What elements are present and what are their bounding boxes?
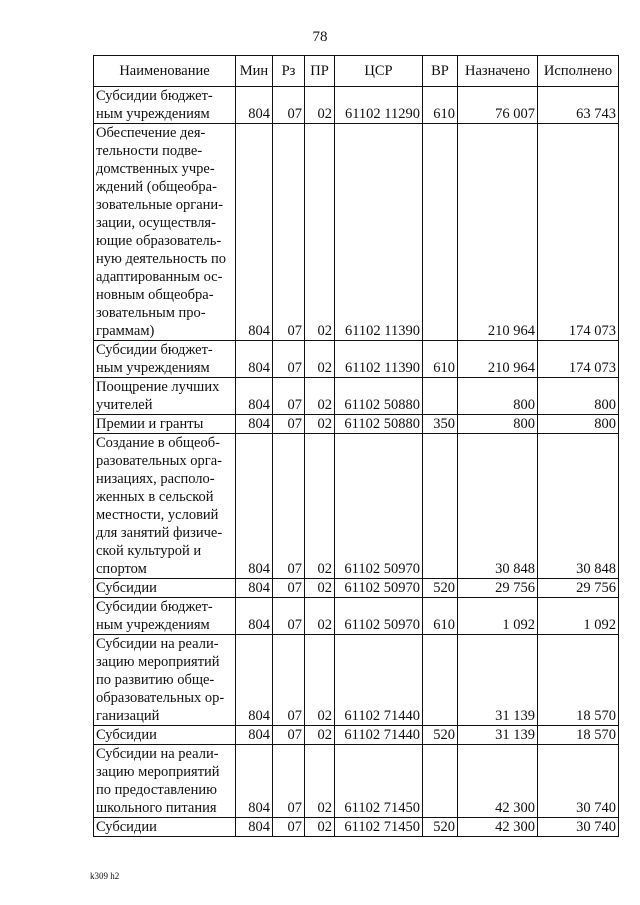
cell-rz: 07 <box>273 378 305 415</box>
cell-vr: 610 <box>423 598 458 635</box>
table-row <box>94 378 619 415</box>
cell-vr <box>423 124 458 341</box>
row-name-line: новным общеобра- <box>96 287 214 303</box>
cell-assigned: 1 092 <box>458 598 538 635</box>
cell-min: 804 <box>236 579 273 598</box>
row-name-line: Субсидии <box>96 727 157 743</box>
row-name-line: Субсидии на реали- <box>96 636 219 652</box>
table-row <box>94 415 619 434</box>
row-name <box>94 341 236 378</box>
cell-pr: 02 <box>305 818 335 837</box>
row-name <box>94 635 236 726</box>
cell-csr: 61102 50970 <box>335 598 423 635</box>
cell-executed: 30 740 <box>538 745 619 818</box>
row-name-line: Обеспечение дея- <box>96 125 206 141</box>
cell-pr: 02 <box>305 635 335 726</box>
row-name-line: спортом <box>96 561 147 577</box>
cell-pr: 02 <box>305 579 335 598</box>
row-name-line: ным учреждениям <box>96 617 210 633</box>
row-name-line: по предоставлению <box>96 782 217 798</box>
row-name-line: граммам) <box>96 323 155 339</box>
cell-min: 804 <box>236 341 273 378</box>
table-row <box>94 434 619 579</box>
footer-code: k309 h2 <box>90 871 120 881</box>
row-name <box>94 726 236 745</box>
row-name-line: Субсидии <box>96 819 157 835</box>
cell-executed: 174 073 <box>538 341 619 378</box>
cell-vr <box>423 434 458 579</box>
row-name-line: зовательным про- <box>96 305 206 321</box>
row-name-line: учителей <box>96 397 153 413</box>
cell-csr: 61102 50880 <box>335 378 423 415</box>
cell-csr: 61102 50970 <box>335 579 423 598</box>
cell-executed: 63 743 <box>538 87 619 124</box>
table-row <box>94 124 619 341</box>
cell-min: 804 <box>236 635 273 726</box>
cell-min: 804 <box>236 745 273 818</box>
cell-executed: 18 570 <box>538 635 619 726</box>
row-name-line: ющие образователь- <box>96 233 222 249</box>
cell-rz: 07 <box>273 726 305 745</box>
row-name <box>94 434 236 579</box>
row-name-line: женных в сельской <box>96 489 214 505</box>
row-name <box>94 87 236 124</box>
cell-rz: 07 <box>273 124 305 341</box>
cell-executed: 800 <box>538 378 619 415</box>
cell-assigned: 30 848 <box>458 434 538 579</box>
row-name <box>94 124 236 341</box>
row-name-line: для занятий физиче- <box>96 525 223 541</box>
budget-table <box>93 55 619 837</box>
row-name-line: Субсидии бюджет- <box>96 342 213 358</box>
row-name-line: разовательных орга- <box>96 453 223 469</box>
cell-rz: 07 <box>273 434 305 579</box>
cell-executed: 174 073 <box>538 124 619 341</box>
cell-rz: 07 <box>273 415 305 434</box>
row-name-line: местности, условий <box>96 507 219 523</box>
cell-assigned: 29 756 <box>458 579 538 598</box>
cell-rz: 07 <box>273 579 305 598</box>
cell-vr: 520 <box>423 818 458 837</box>
row-name-line: ждений (общеобра- <box>96 179 217 195</box>
row-name-line: образовательных ор- <box>96 690 225 706</box>
cell-pr: 02 <box>305 745 335 818</box>
table-row <box>94 818 619 837</box>
cell-vr <box>423 635 458 726</box>
row-name-line: адаптированным ос- <box>96 269 223 285</box>
cell-rz: 07 <box>273 87 305 124</box>
header-row <box>94 56 619 87</box>
cell-vr <box>423 745 458 818</box>
cell-vr <box>423 378 458 415</box>
cell-assigned: 42 300 <box>458 745 538 818</box>
cell-vr: 610 <box>423 87 458 124</box>
cell-rz: 07 <box>273 745 305 818</box>
cell-pr: 02 <box>305 415 335 434</box>
row-name-line: ской культурой и <box>96 543 202 559</box>
cell-assigned: 42 300 <box>458 818 538 837</box>
cell-csr: 61102 71450 <box>335 745 423 818</box>
row-name-line: ным учреждениям <box>96 106 210 122</box>
row-name-line: Субсидии бюджет- <box>96 599 213 615</box>
cell-assigned: 210 964 <box>458 341 538 378</box>
cell-vr: 520 <box>423 726 458 745</box>
table-row <box>94 598 619 635</box>
row-name-line: зацию мероприятий <box>96 764 220 780</box>
row-name <box>94 745 236 818</box>
cell-executed: 29 756 <box>538 579 619 598</box>
cell-assigned: 31 139 <box>458 726 538 745</box>
cell-min: 804 <box>236 434 273 579</box>
cell-pr: 02 <box>305 598 335 635</box>
cell-min: 804 <box>236 87 273 124</box>
cell-assigned: 800 <box>458 378 538 415</box>
row-name <box>94 378 236 415</box>
cell-rz: 07 <box>273 818 305 837</box>
row-name <box>94 818 236 837</box>
page-number: 78 <box>312 29 328 45</box>
header-csr: ЦСР <box>335 56 423 87</box>
cell-csr: 61102 71450 <box>335 818 423 837</box>
table-row <box>94 726 619 745</box>
cell-executed: 30 740 <box>538 818 619 837</box>
cell-pr: 02 <box>305 378 335 415</box>
header-executed: Исполнено <box>538 56 619 87</box>
cell-csr: 61102 71440 <box>335 635 423 726</box>
cell-min: 804 <box>236 818 273 837</box>
row-name-line: зовательные органи- <box>96 197 224 213</box>
cell-csr: 61102 11390 <box>335 124 423 341</box>
row-name <box>94 579 236 598</box>
row-name-line: зации, осуществля- <box>96 215 216 231</box>
cell-pr: 02 <box>305 434 335 579</box>
cell-csr: 61102 11390 <box>335 341 423 378</box>
row-name-line: Поощрение лучших <box>96 379 220 395</box>
row-name-line: низациях, располо- <box>96 471 215 487</box>
cell-assigned: 210 964 <box>458 124 538 341</box>
cell-pr: 02 <box>305 726 335 745</box>
row-name-line: зацию мероприятий <box>96 654 220 670</box>
cell-assigned: 31 139 <box>458 635 538 726</box>
row-name-line: Субсидии на реали- <box>96 746 219 762</box>
cell-csr: 61102 50970 <box>335 434 423 579</box>
cell-min: 804 <box>236 598 273 635</box>
row-name-line: Субсидии бюджет- <box>96 88 213 104</box>
row-name-line: Субсидии <box>96 580 157 596</box>
row-name-line: по развитию обще- <box>96 672 215 688</box>
table-row <box>94 87 619 124</box>
header-name: Наименование <box>94 56 236 87</box>
header-rz: Рз <box>273 56 305 87</box>
table-row <box>94 745 619 818</box>
cell-rz: 07 <box>273 635 305 726</box>
cell-assigned: 76 007 <box>458 87 538 124</box>
cell-executed: 30 848 <box>538 434 619 579</box>
cell-pr: 02 <box>305 341 335 378</box>
table-row <box>94 635 619 726</box>
row-name <box>94 415 236 434</box>
row-name-line: Создание в общеоб- <box>96 435 220 451</box>
row-name-line: школьного питания <box>96 800 217 816</box>
cell-pr: 02 <box>305 124 335 341</box>
cell-min: 804 <box>236 726 273 745</box>
cell-assigned: 800 <box>458 415 538 434</box>
row-name-line: тельности подве- <box>96 143 203 159</box>
cell-min: 804 <box>236 124 273 341</box>
cell-pr: 02 <box>305 87 335 124</box>
header-min: Мин <box>236 56 273 87</box>
cell-executed: 1 092 <box>538 598 619 635</box>
cell-rz: 07 <box>273 341 305 378</box>
table-body <box>94 87 619 837</box>
header-vr: ВР <box>423 56 458 87</box>
cell-vr: 610 <box>423 341 458 378</box>
cell-csr: 61102 11290 <box>335 87 423 124</box>
cell-vr: 350 <box>423 415 458 434</box>
row-name-line: Премии и гранты <box>96 416 204 432</box>
header-assigned: Назначено <box>458 56 538 87</box>
cell-vr: 520 <box>423 579 458 598</box>
cell-executed: 800 <box>538 415 619 434</box>
cell-min: 804 <box>236 378 273 415</box>
cell-min: 804 <box>236 415 273 434</box>
row-name <box>94 598 236 635</box>
row-name-line: домственных учре- <box>96 161 215 177</box>
cell-executed: 18 570 <box>538 726 619 745</box>
table-header <box>94 56 619 87</box>
cell-rz: 07 <box>273 598 305 635</box>
cell-csr: 61102 50880 <box>335 415 423 434</box>
row-name-line: ным учреждениям <box>96 360 210 376</box>
row-name-line: ганизаций <box>96 708 160 724</box>
header-pr: ПР <box>305 56 335 87</box>
cell-csr: 61102 71440 <box>335 726 423 745</box>
table-row <box>94 341 619 378</box>
table-row <box>94 579 619 598</box>
row-name-line: ную деятельность по <box>96 251 226 267</box>
